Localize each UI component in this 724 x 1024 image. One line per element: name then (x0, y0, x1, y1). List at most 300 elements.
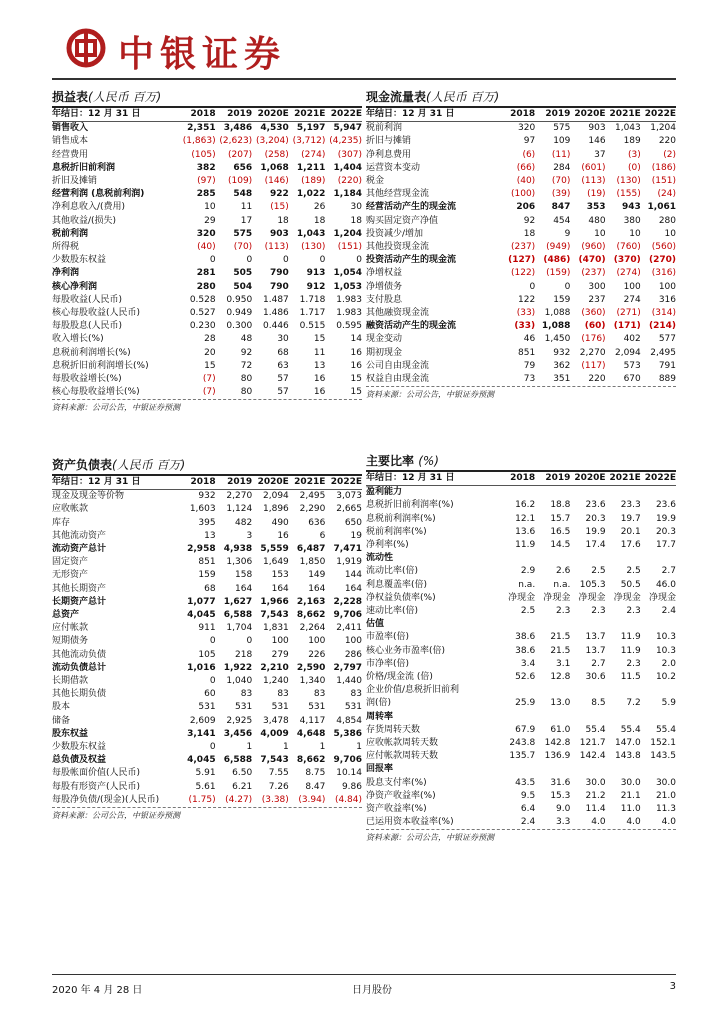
row-label: 应付帐款周转天数 (366, 751, 439, 762)
row-label: 固定资产 (52, 557, 89, 568)
page-number: 3 (669, 981, 676, 992)
cell-value: 1,016 (187, 662, 216, 673)
table-row (366, 526, 676, 539)
cell-value: 净现金 (648, 592, 676, 603)
cell-value: 21.0 (655, 790, 676, 801)
row-label: 流动比率(倍) (366, 566, 419, 577)
cell-value: 152.1 (650, 738, 676, 749)
cell-value: 6 (319, 530, 326, 541)
cell-value: 0.950 (226, 294, 253, 305)
table-row (52, 596, 362, 609)
cell-value: 1,040 (226, 676, 253, 687)
cell-value: 38.6 (515, 632, 536, 643)
cell-value: 19.7 (620, 513, 641, 524)
cell-value: 790 (269, 268, 289, 279)
cell-value: 2,609 (189, 715, 216, 726)
cell-value: 164 (344, 583, 362, 594)
row-label: 税前利润 (366, 123, 403, 134)
column-header-year: 2018 (179, 476, 216, 490)
cell-value: 903 (269, 228, 289, 239)
row-label: 少数股东权益 (52, 255, 107, 266)
cell-value: (105) (191, 149, 216, 160)
cell-value: 17.6 (620, 540, 641, 551)
cell-value: 10 (204, 202, 216, 213)
cell-value: (760) (616, 242, 641, 253)
cell-value: 13.7 (585, 645, 606, 656)
cell-value: 61.0 (550, 724, 571, 735)
cell-value (535, 684, 570, 697)
table-row (52, 635, 362, 648)
cell-value: 143.5 (650, 751, 676, 762)
cell-value: 0.949 (226, 308, 253, 319)
cell-value: (307) (337, 149, 362, 160)
cell-value: 480 (588, 215, 606, 226)
cell-value: 1,204 (650, 123, 676, 134)
cell-value: 316 (658, 294, 676, 305)
row-label: 每股股息(人民币) (52, 321, 123, 332)
cell-value: 218 (235, 649, 253, 660)
row-label: 现金变动 (366, 334, 403, 345)
cell-value: (113) (264, 242, 289, 253)
cell-value: (601) (581, 162, 606, 173)
table-row (366, 373, 676, 386)
table-row (52, 583, 362, 596)
cell-value: (70) (233, 242, 253, 253)
cell-value: 13.0 (550, 698, 571, 709)
table-row (52, 530, 362, 543)
income-source: 资料来源：公司公告，中银证券预测 (52, 403, 180, 413)
cell-value: 1.718 (299, 294, 326, 305)
cell-value: 31.6 (550, 777, 571, 788)
cell-value: 46 (523, 334, 536, 345)
cell-value: 2.6 (556, 566, 571, 577)
table-row (52, 267, 362, 280)
row-label: 应收帐款周转天数 (366, 738, 439, 749)
cell-value: 1,704 (226, 623, 253, 634)
cell-value: 0.515 (299, 321, 326, 332)
cell-value: 6,588 (223, 755, 253, 766)
cell-value: 4,117 (299, 715, 326, 726)
table-row (52, 320, 362, 333)
row-label: 应收帐款 (52, 504, 89, 515)
cell-value: (159) (546, 268, 571, 279)
brand-name: 中银证券 (118, 33, 287, 75)
row-label: 少数股东权益 (52, 742, 107, 753)
column-header-period: 年结日：12 月 31 日 (52, 476, 179, 490)
cell-value: (258) (264, 149, 289, 160)
cell-value: 55.4 (655, 724, 676, 735)
column-header-year: 2022E (325, 476, 362, 490)
row-label: 经营费用 (52, 149, 89, 160)
cell-value: (155) (616, 189, 641, 200)
row-label: 其他经营现金流 (366, 189, 430, 200)
cell-value: 净现金 (613, 592, 641, 603)
cell-value: 2,270 (579, 347, 606, 358)
table-row (366, 135, 676, 148)
table-row (52, 569, 362, 582)
cell-value: (560) (651, 242, 676, 253)
cell-value: 1 (283, 742, 289, 753)
cell-value: (2) (663, 149, 676, 160)
cell-value: 16.5 (550, 526, 571, 537)
cell-value: (949) (546, 242, 571, 253)
cell-value: 1,184 (333, 189, 362, 200)
cell-value: 1 (356, 742, 362, 753)
row-label: 每股有形资产(人民币) (52, 781, 141, 792)
cell-value: (40) (516, 176, 536, 187)
footer-company: 日月股份 (352, 985, 392, 996)
table-row (52, 649, 362, 662)
cell-value: (237) (510, 242, 536, 253)
cell-value: 46.0 (655, 579, 676, 590)
cell-value: 1,240 (263, 676, 289, 687)
cell-value: 1.717 (299, 308, 326, 319)
column-header-period: 年结日：12 月 31 日 (366, 108, 500, 122)
cell-value: 4,045 (187, 610, 216, 621)
table-row (52, 201, 362, 214)
row-label: 无形资产 (52, 570, 89, 581)
cell-value: 2.0 (661, 658, 676, 669)
row-label: 周转率 (366, 711, 394, 722)
table-row (366, 333, 676, 346)
cell-value: 4,648 (296, 728, 326, 739)
cell-value: (151) (651, 176, 676, 187)
row-label: 息税折旧前利润率(%) (366, 500, 454, 511)
cell-value: 279 (271, 649, 289, 660)
cell-value: 1,211 (296, 162, 326, 173)
cell-value: 1,450 (544, 334, 571, 345)
cell-value: 7.2 (626, 698, 641, 709)
cell-value: 636 (308, 517, 326, 528)
footer-date: 2020 年 4 月 28 日 (52, 985, 143, 996)
cell-value: 531 (308, 702, 326, 713)
table-row (52, 767, 362, 780)
table-row (366, 737, 676, 750)
cell-value: 932 (553, 347, 571, 358)
cell-value: (66) (516, 162, 536, 173)
cell-value: (0) (628, 162, 641, 173)
page-footer (52, 974, 676, 995)
income-title (52, 88, 362, 106)
cell-value: 320 (518, 123, 536, 134)
cell-value (500, 618, 535, 631)
cell-value: 531 (198, 702, 216, 713)
cell-value: 37 (594, 149, 606, 160)
cell-value: 5.91 (195, 768, 216, 779)
cell-value: 9.0 (556, 804, 571, 815)
row-label: 核心每股收益(人民币) (52, 308, 141, 319)
cell-value: 16 (350, 360, 362, 371)
column-header-year: 2021E (606, 472, 641, 486)
cell-value: 20.1 (620, 526, 641, 537)
cell-value: 577 (658, 334, 676, 345)
cell-value: (370) (613, 255, 641, 266)
cell-value (570, 684, 605, 697)
cell-value: 1 (246, 742, 253, 753)
cell-value: 2,665 (336, 504, 362, 515)
cell-value: (274) (301, 149, 326, 160)
bank-of-china-logo-icon (66, 28, 106, 68)
cell-value: 17 (240, 215, 253, 226)
cell-value: 575 (553, 123, 571, 134)
cell-value: 4,854 (336, 715, 362, 726)
table-row (366, 777, 676, 790)
cell-value: 149 (308, 570, 326, 581)
cell-value: 0 (209, 636, 216, 647)
cell-value (641, 711, 676, 724)
row-label: 净利息收入/(费用) (52, 202, 126, 213)
cell-value: (146) (264, 176, 289, 187)
row-label: 净增债务 (366, 281, 403, 292)
cell-value: 28 (204, 334, 216, 345)
cell-value: 10.14 (336, 768, 362, 779)
cell-value: 573 (623, 360, 641, 371)
cell-value: 7.26 (268, 781, 289, 792)
table-row (366, 803, 676, 816)
row-label: 回报率 (366, 764, 394, 775)
cell-value: 1,649 (263, 557, 289, 568)
cell-value (500, 684, 535, 697)
row-label: 息税前利润率(%) (366, 513, 436, 524)
cell-value: 2,351 (187, 123, 216, 134)
cell-value: 30.0 (655, 777, 676, 788)
cell-value: 100 (623, 281, 641, 292)
cell-value: (171) (613, 321, 641, 332)
cell-value: 285 (196, 189, 216, 200)
cell-value: 903 (588, 123, 606, 134)
row-label: 所得税 (52, 242, 80, 253)
cell-value: 380 (623, 215, 641, 226)
row-label: 投资活动产生的现金流 (366, 255, 457, 266)
table-row (366, 241, 676, 254)
column-header-year: 2020E (252, 108, 289, 122)
cell-value: (4.84) (334, 794, 362, 805)
row-label: 现金及现金等价物 (52, 491, 125, 502)
cell-value: 3.1 (556, 658, 571, 669)
cell-value: 52.6 (515, 672, 536, 683)
cell-value: 482 (235, 517, 253, 528)
cell-value: 1,068 (260, 162, 289, 173)
row-label: 折旧及摊销 (52, 176, 98, 187)
column-header-year: 2022E (641, 472, 676, 486)
cell-value: 1,053 (333, 281, 362, 292)
cell-value: (33) (516, 308, 536, 319)
row-label: 其他长期资产 (52, 583, 107, 594)
ratios-table (366, 472, 676, 829)
cell-value: 206 (516, 202, 536, 213)
cell-value: 4.0 (661, 817, 676, 828)
row-label: 购买固定资产净值 (366, 215, 439, 226)
row-label: 其他长期负债 (52, 689, 107, 700)
table-row (52, 503, 362, 516)
cell-value: 531 (271, 702, 289, 713)
cell-value: 11.3 (655, 804, 676, 815)
cell-value: 30 (350, 202, 362, 213)
cell-value: 0.446 (263, 321, 289, 332)
cell-value: 15 (350, 387, 362, 398)
row-label: 库存 (52, 517, 71, 528)
cell-value: 280 (196, 281, 216, 292)
cell-value: 189 (623, 136, 641, 147)
table-section-row (366, 486, 676, 500)
cell-value: 5,559 (260, 544, 289, 555)
cell-value (606, 618, 641, 631)
table-row (52, 556, 362, 569)
cell-value: 2.3 (591, 606, 606, 617)
table-row (52, 688, 362, 701)
column-header-year: 2019 (216, 476, 253, 490)
cell-value: (186) (651, 162, 676, 173)
column-header-year: 2019 (216, 108, 253, 122)
table-row (366, 267, 676, 280)
table-row (366, 320, 676, 333)
cell-value: 100 (308, 636, 326, 647)
cell-value: 4,009 (260, 728, 289, 739)
table-row (52, 728, 362, 741)
cell-value: 16 (313, 387, 326, 398)
cell-value: 18 (277, 215, 289, 226)
cell-value: 26 (313, 202, 326, 213)
cell-value: 7.55 (268, 768, 289, 779)
row-label: 经营利润 (息税前利润) (52, 189, 145, 200)
cell-value: 6,487 (296, 544, 326, 555)
cell-value: 2.7 (591, 658, 606, 669)
cell-value: 9,706 (333, 755, 362, 766)
cell-value: 2,958 (187, 544, 216, 555)
row-label: 股东权益 (52, 728, 89, 739)
cell-value: 17.4 (585, 540, 606, 551)
cell-value: 净现金 (543, 592, 571, 603)
cell-value: (271) (616, 308, 641, 319)
cell-value: 3.4 (520, 658, 536, 669)
cell-value: 1 (319, 742, 326, 753)
row-label: 税金 (366, 176, 385, 187)
cell-value (535, 763, 570, 776)
cell-value: 1,088 (544, 308, 571, 319)
cell-value: 10 (594, 228, 606, 239)
cell-value: 932 (198, 491, 216, 502)
cell-value: 55.4 (620, 724, 641, 735)
cell-value: 5,197 (296, 123, 326, 134)
table-row (366, 188, 676, 201)
cell-value: (122) (510, 268, 536, 279)
cell-value: 164 (271, 583, 289, 594)
row-label: 经营活动产生的现金流 (366, 202, 457, 213)
balance-title-text: 资产负债表 (52, 458, 113, 472)
cell-value: (314) (651, 308, 676, 319)
cell-value: 109 (553, 136, 571, 147)
cell-value: 83 (277, 689, 289, 700)
cell-value (570, 552, 605, 565)
cell-value: (127) (508, 255, 536, 266)
column-header-period: 年结日：12 月 31 日 (52, 108, 179, 122)
cell-value: 30.0 (585, 777, 606, 788)
cell-value: 122 (518, 294, 536, 305)
cell-value (606, 711, 641, 724)
cell-value: 13.7 (585, 632, 606, 643)
cell-value: 8.75 (305, 768, 326, 779)
cell-value: 0.300 (226, 321, 253, 332)
cell-value: 4.0 (591, 817, 606, 828)
row-label: 运营资本变动 (366, 162, 421, 173)
cell-value: 11 (240, 202, 253, 213)
cell-value: 23.6 (585, 500, 606, 511)
cell-value: 656 (233, 162, 253, 173)
cell-value: 650 (344, 517, 362, 528)
cell-value: (3,204) (255, 136, 289, 147)
cell-value: 4,938 (223, 544, 253, 555)
cell-value: (117) (581, 360, 606, 371)
cell-value: 575 (233, 228, 253, 239)
cell-value: 2,094 (614, 347, 641, 358)
cell-value: (960) (581, 242, 606, 253)
cell-value: 19.9 (585, 526, 606, 537)
cell-value: 12.8 (550, 672, 571, 683)
row-label: 盈利能力 (366, 487, 403, 498)
table-row (52, 175, 362, 188)
table-row (366, 565, 676, 578)
cell-value: 48 (240, 334, 253, 345)
row-label: 其他投资现金流 (366, 242, 430, 253)
cell-value: 2,270 (226, 491, 253, 502)
table-row (52, 662, 362, 675)
cell-value: 21.5 (550, 645, 571, 656)
table-row (52, 794, 362, 807)
table-row (52, 675, 362, 688)
cell-value: 5,386 (333, 728, 362, 739)
cell-value: 121.7 (579, 738, 606, 749)
row-label: 股息支付率(%) (366, 777, 427, 788)
cell-value: 0 (209, 742, 216, 753)
cell-value (641, 763, 676, 776)
row-label: 净增权益 (366, 268, 403, 279)
income-title-text: 损益表 (52, 90, 89, 104)
row-label: 估值 (366, 619, 385, 630)
column-header-year: 2020E (570, 472, 605, 486)
cell-value: 13 (204, 530, 216, 541)
table-header-row (366, 108, 676, 122)
cell-value: 1,919 (336, 557, 362, 568)
cell-value (570, 486, 605, 500)
row-label: 支付股息 (366, 294, 403, 305)
table-row (366, 816, 676, 829)
cell-value: 30.0 (620, 777, 641, 788)
cell-value: 92 (240, 347, 253, 358)
cell-value: 351 (553, 374, 571, 385)
row-label: 股本 (52, 702, 71, 713)
cell-value: 50.5 (620, 579, 641, 590)
table-row (52, 333, 362, 346)
cell-value: 17.7 (655, 540, 676, 551)
row-label: 权益自由现金流 (366, 374, 430, 385)
row-label: 价格/现金流 (倍) (366, 672, 433, 683)
table-row (366, 215, 676, 228)
table-row (52, 228, 362, 241)
cell-value: 19 (350, 530, 362, 541)
column-header-year: 2021E (606, 108, 641, 122)
cell-value: (7) (202, 387, 216, 398)
cell-value: 23.3 (620, 500, 641, 511)
cell-value: 531 (344, 702, 362, 713)
cell-value: 68 (277, 347, 289, 358)
cell-value: 3.3 (556, 817, 571, 828)
cell-value: 80 (240, 387, 253, 398)
cell-value: 6,588 (223, 610, 253, 621)
cell-value: 159 (198, 570, 216, 581)
cell-value: (151) (337, 242, 362, 253)
table-row (52, 135, 362, 148)
cell-value: 2.9 (520, 566, 536, 577)
